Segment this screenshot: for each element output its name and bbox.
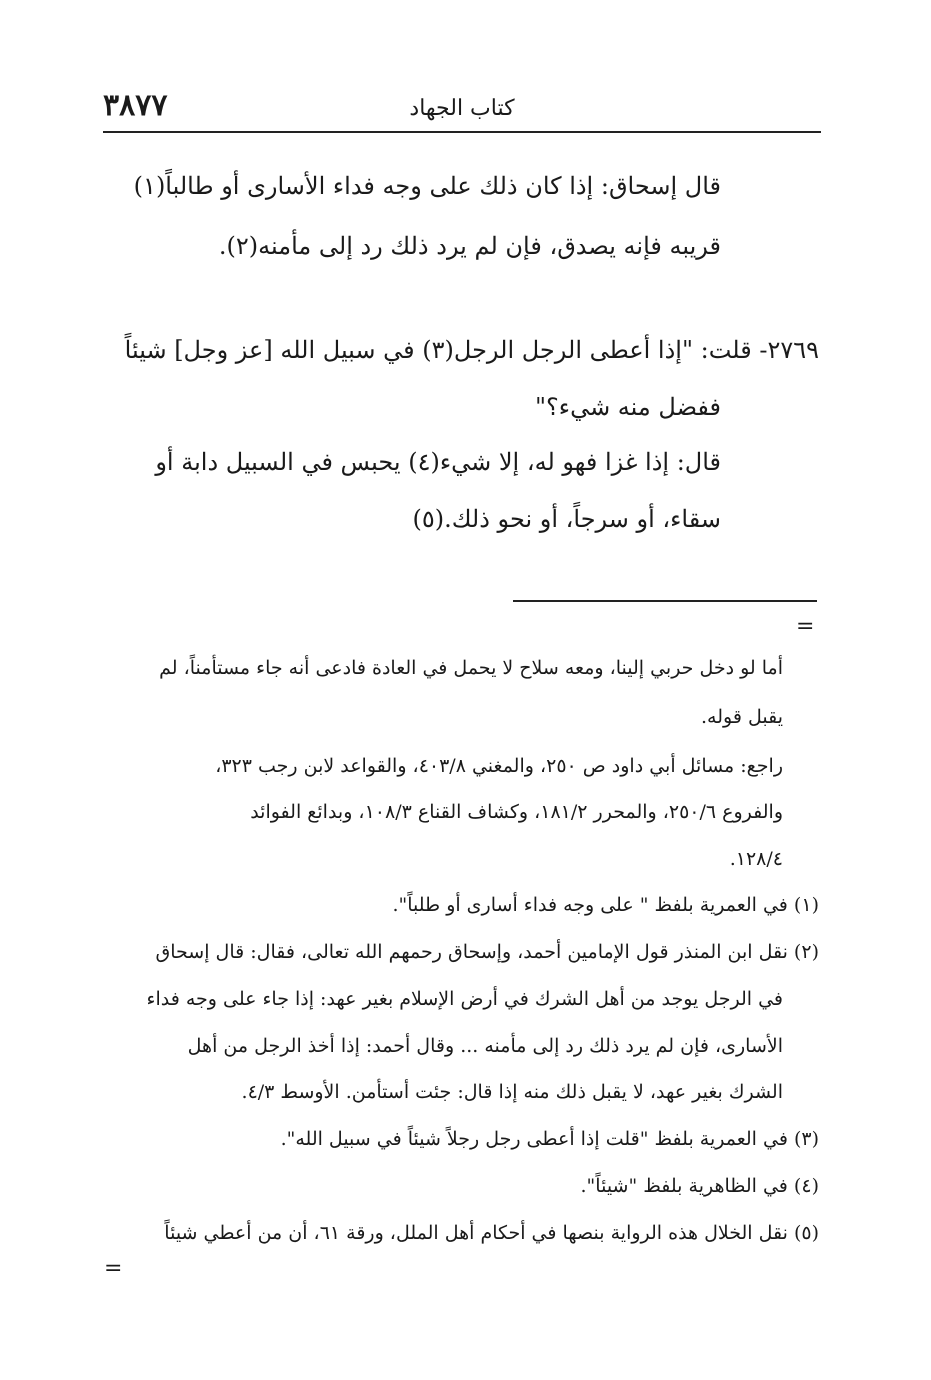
footnote-line: الشرك بغير عهد، لا يقبل ذلك منه إذا قال: جئت أستأمن. الأوسط ٤/٣. xyxy=(241,1081,783,1103)
footnote-line: يقبل قوله. xyxy=(701,706,783,728)
footnote-3: (٣) في العمرية بلفظ "قلت إذا أعطى رجل رجلاً شيئاً في سبيل الله". xyxy=(280,1128,819,1150)
footnote-end-mark: = xyxy=(104,1256,123,1281)
page-header xyxy=(103,88,821,128)
footnote-line: والفروع ٢٥٠/٦، والمحرر ١٨١/٢، وكشاف القناع ١٠٨/٣، وبدائع الفوائد xyxy=(250,801,783,823)
header-divider xyxy=(103,131,821,133)
running-title: كتاب الجهاد xyxy=(409,96,515,121)
main-text-line: قريبه فإنه يصدق، فإن لم يرد ذلك رد إلى مأمنه(٢). xyxy=(218,232,721,260)
main-text-line: ففضل منه شيء؟" xyxy=(535,393,721,421)
footnote-line: الأسارى، فإن لم يرد ذلك رد إلى مأمنه ... وقال أحمد: إذا أخذ الرجل من أهل xyxy=(187,1035,783,1057)
main-text-line: قال إسحاق: إذا كان ذلك على وجه فداء الأسارى أو طالباً(١) xyxy=(133,172,721,200)
footnote-divider xyxy=(513,600,817,602)
footnote-line: ١٢٨/٤. xyxy=(729,848,783,870)
main-text-line: سقاء، أو سرجاً، أو نحو ذلك.(٥) xyxy=(412,505,721,533)
footnote-4: (٤) في الظاهرية بلفظ "شيئاً". xyxy=(580,1175,819,1197)
issue-2769-line: ٢٧٦٩- قلت: "إذا أعطى الرجل الرجل(٣) في سبيل الله [عز وجل] شيئاً xyxy=(124,336,819,364)
footnote-line: أما لو دخل حربي إلينا، ومعه سلاح لا يحمل في العادة فادعى أنه جاء مستأمناً، لم xyxy=(159,657,783,679)
footnote-5: (٥) نقل الخلال هذه الرواية بنصها في أحكام أهل الملل، ورقة ٦١، أن من أعطي شيئاً xyxy=(164,1222,819,1244)
page-number: ٣٨٧٧ xyxy=(103,88,168,123)
footnote-1: (١) في العمرية بلفظ " على وجه فداء أسارى أو طلباً". xyxy=(392,894,819,916)
main-text-line: قال: إذا غزا فهو له، إلا شيء(٤) يحبس في السبيل دابة أو xyxy=(155,448,721,476)
footnote-line: راجع: مسائل أبي داود ص ٢٥٠، والمغني ٤٠٣/٨، والقواعد لابن رجب ٣٢٣، xyxy=(215,755,783,777)
footnote-2: (٢) نقل ابن المنذر قول الإمامين أحمد، وإسحاق رحمهم الله تعالى، فقال: قال إسحاق xyxy=(155,941,819,963)
footnote-line: في الرجل يوجد من أهل الشرك في أرض الإسلام بغير عهد: إذا جاء على وجه فداء xyxy=(146,988,783,1010)
footnote-continuation-mark: = xyxy=(796,614,815,639)
